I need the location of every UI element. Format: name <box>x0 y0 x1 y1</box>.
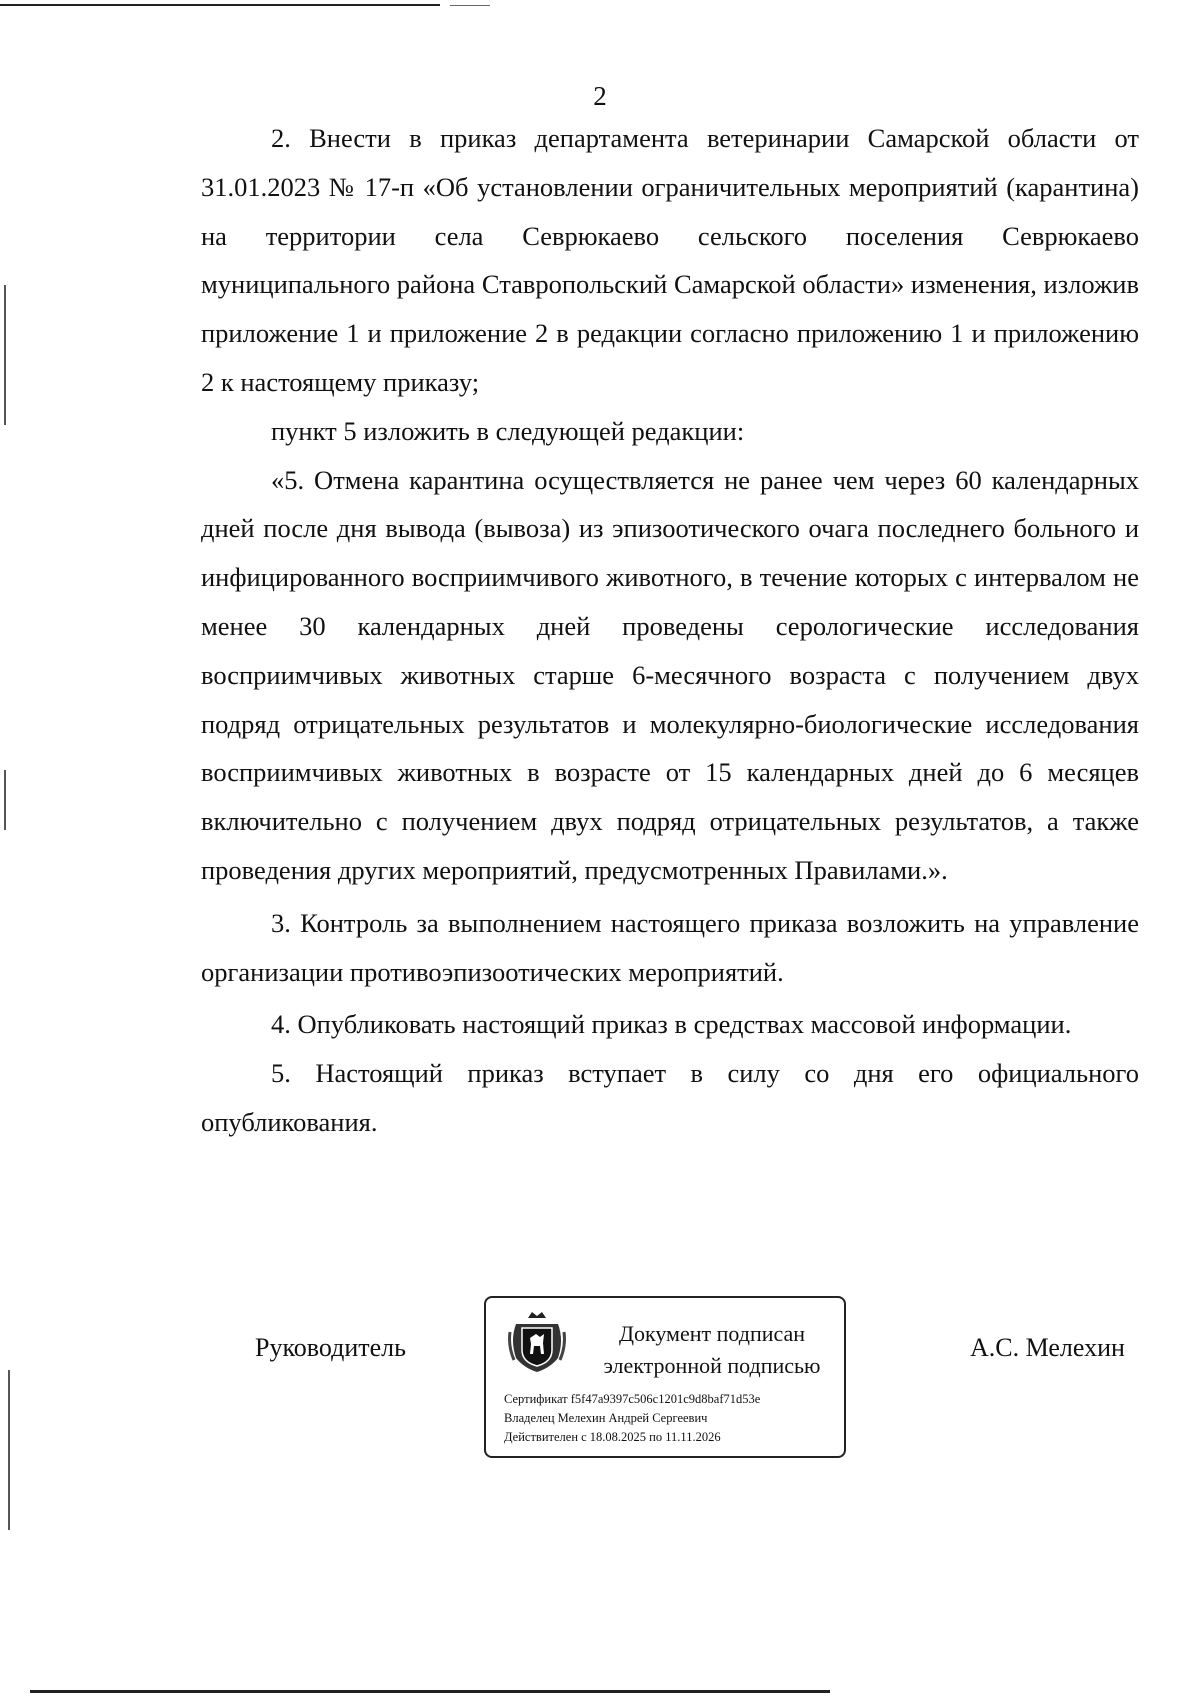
samara-coat-of-arms-icon <box>506 1310 568 1376</box>
paragraph-item-4: 4. Опубликовать настоящий приказ в средствах массовой информации. <box>271 1009 1072 1040</box>
scan-mark-left-1 <box>4 285 6 425</box>
scan-mark-left-3 <box>8 1370 10 1530</box>
stamp-validity: Действителен с 18.08.2025 по 11.11.2026 <box>504 1430 721 1444</box>
stamp-title-line-1: Документ подписан <box>618 1321 806 1346</box>
electronic-signature-stamp <box>484 1296 846 1458</box>
signer-name: А.С. Мелехин <box>970 1333 1125 1362</box>
paragraph-item-5: 5. Настоящий приказ вступает в силу со дня его официального опубликования. <box>201 1058 1139 1137</box>
page-number: 2 <box>593 81 607 111</box>
stamp-certificate: Сертификат f5f47a9397c506c1201c9d8baf71d53e <box>504 1392 761 1406</box>
paragraph-item-2: 2. Внести в приказ департамента ветеринарии Самарской области от 31.01.2023 № 17-п «Об установлении ограничительных мероприятий (карантина) на территории села Севрюкаево сельского поселения Севрюкаево муниципального района Ставропольский Самарской области» изменения, изложив приложение 1 и приложение 2 в редакции согласно приложению 1 и приложению 2 к настоящему приказу; <box>201 123 1139 397</box>
stamp-title <box>582 1318 842 1382</box>
document-body <box>201 114 1139 1147</box>
stamp-details <box>504 1390 834 1447</box>
scan-mark-left-2 <box>4 770 6 830</box>
paragraph-point-5-intro: пункт 5 изложить в следующей редакции: <box>271 415 745 446</box>
stamp-owner: Владелец Мелехин Андрей Сергеевич <box>504 1411 708 1425</box>
stamp-title-line-2: электронной подписью <box>603 1353 821 1378</box>
paragraph-point-5-text: «5. Отмена карантина осуществляется не ранее чем через 60 календарных дней после дня вывода (вывоза) из эпизоотического очага последнего больного и инфицированного восприимчивого животного, в течение которых с интервалом не менее 30 календарных дней проведены серологические исследования восприимчивых животных старше 6-месячного возраста с получением двух подряд отрицательных результатов и молекулярно-биологические исследования восприимчивых животных в возрасте от 15 календарных дней до 6 месяцев включительно с получением двух подряд отрицательных результатов, а также проведения других мероприятий, предусмотренных Правилами.». <box>201 464 1139 885</box>
paragraph-item-3: 3. Контроль за выполнением настоящего приказа возложить на управление организации противоэпизоотических мероприятий. <box>201 907 1139 987</box>
scan-edge-top <box>0 4 440 6</box>
signer-position: Руководитель <box>255 1333 406 1362</box>
scan-edge-bottom <box>30 1690 830 1693</box>
scan-edge-top-fragment <box>450 5 490 6</box>
